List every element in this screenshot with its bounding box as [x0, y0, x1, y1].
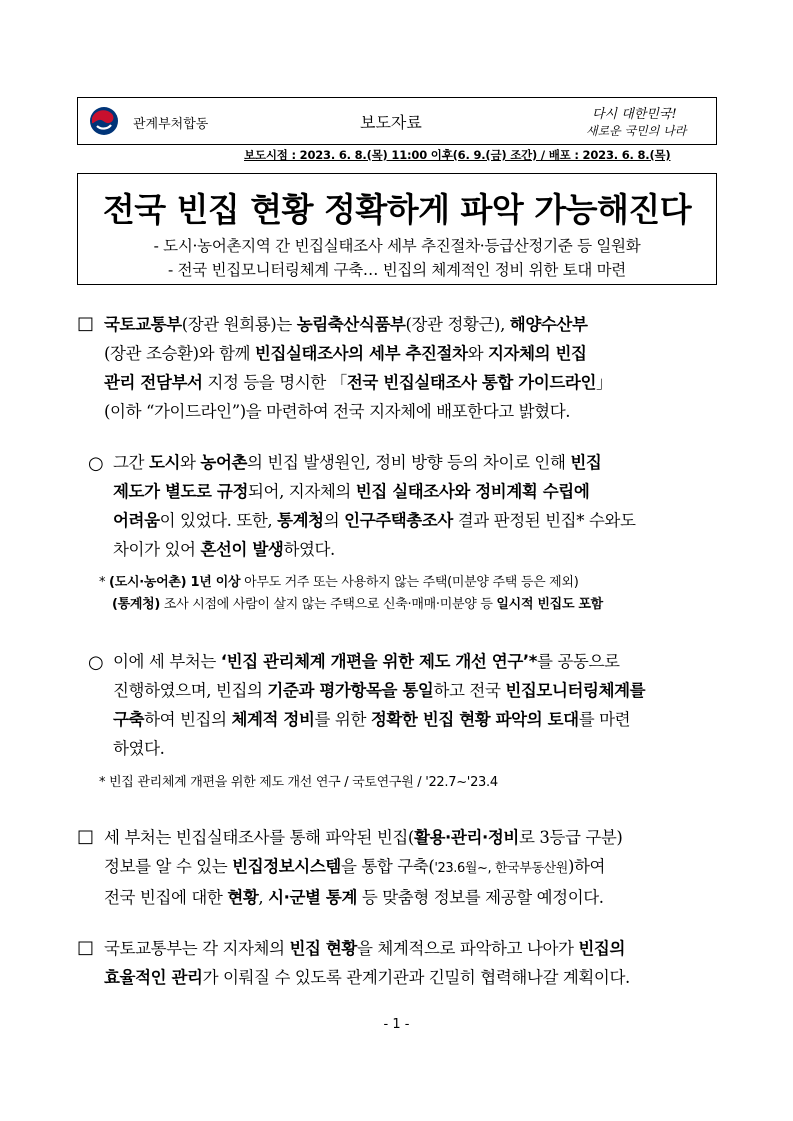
paragraph-5 [104, 934, 630, 992]
slogan-calligraphy [584, 102, 714, 142]
p4-line3: 전국 빈집에 대한 현황, 시·군별 통계 등 맞춤형 정보를 제공할 예정이다. [104, 888, 604, 907]
press-release-label: 보도자료 [360, 113, 422, 132]
p5-line1: 국토교통부는 각 지자체의 빈집 현황을 체계적으로 파악하고 나아가 빈집의 [104, 939, 625, 958]
footnote-2: * 빈집 관리체계 개편을 위한 제도 개선 연구 / 국토연구원 / '22.7~'23.4 [99, 775, 498, 790]
paragraph-1 [104, 310, 612, 426]
svg-text:새로운 국민의 나라: 새로운 국민의 나라 [586, 124, 687, 138]
p1-line2: (장관 조승환)와 함께 빈집실태조사의 세부 추진절차와 지자체의 빈집 [104, 344, 587, 363]
p1-line4: (이하 “가이드라인”)을 마련하여 전국 지자체에 배포한다고 밝혔다. [104, 402, 571, 421]
paragraph-2 [113, 448, 636, 564]
box-bullet: □ [77, 826, 95, 847]
box-bullet: □ [77, 313, 95, 334]
p2-line1: 그간 도시와 농어촌의 빈집 발생원인, 정비 방향 등의 차이로 인해 빈집 [113, 453, 602, 472]
headline: 전국 빈집 현황 정확하게 파악 가능해진다 [102, 190, 692, 229]
box-bullet: □ [77, 937, 95, 958]
p3-line1: 이에 세 부처는 ‘빈집 관리체계 개편을 위한 제도 개선 연구’*를 공동으로 [113, 652, 620, 671]
p3-line3: 구축하여 빈집의 체계적 정비를 위한 정확한 빈집 현황 파악의 토대를 마련 [113, 710, 631, 729]
press-header [77, 97, 717, 145]
paragraph-3 [113, 647, 645, 763]
p1-line1: 국토교통부(장관 원희룡)는 농림축산식품부(장관 정황근), 해양수산부 [104, 315, 588, 334]
circle-bullet: ○ [88, 652, 104, 673]
p1-line3: 관리 전담부서 지정 등을 명시한 「전국 빈집실태조사 통합 가이드라인」 [104, 373, 613, 392]
p4-line1: 세 부처는 빈집실태조사를 통해 파악된 빈집(활용·관리·정비로 3등급 구분) [104, 828, 623, 847]
paragraph-4 [104, 823, 622, 912]
ministry-name: 관계부처합동 [133, 117, 209, 132]
title-box [77, 173, 717, 285]
p4-line2: 정보를 알 수 있는 빈집정보시스템을 통합 구축('23.6월~, 한국부동산원)하여 [104, 857, 606, 876]
p2-line2: 제도가 별도로 규정되어, 지자체의 빈집 실태조사와 정비계획 수립에 [113, 482, 590, 501]
note1-line1: * (도시·농어촌) 1년 이상 아무도 거주 또는 사용하지 않는 주택(미분양 주택 등은 제외) [99, 575, 579, 590]
footnote-1 [99, 572, 603, 616]
government-logo-icon [89, 106, 119, 136]
release-info: 보도시점 : 2023. 6. 8.(목) 11:00 이후(6. 9.(금) 조간) / 배포 : 2023. 6. 8.(목) [244, 148, 671, 162]
subtitle-1: - 도시·농어촌지역 간 빈집실태조사 세부 추진절차·등급산정기준 등 일원화 [153, 237, 641, 255]
p5-line2: 효율적인 관리가 이뤄질 수 있도록 관계기관과 긴밀히 협력해나갈 계획이다. [104, 968, 630, 987]
page-number: - 1 - [383, 1017, 410, 1032]
subtitle-2: - 전국 빈집모니터링체계 구축… 빈집의 체계적인 정비 위한 토대 마련 [168, 261, 626, 279]
p3-line4: 하였다. [113, 739, 165, 758]
svg-text:다시 대한민국!: 다시 대한민국! [592, 107, 677, 122]
p2-line4: 차이가 있어 혼선이 발생하였다. [113, 540, 335, 559]
p3-line2: 진행하였으며, 빈집의 기준과 평가항목을 통일하고 전국 빈집모니터링체계를 [113, 681, 646, 700]
p2-line3: 어려움이 있었다. 또한, 통계청의 인구주택총조사 결과 판정된 빈집* 수와도 [113, 511, 636, 530]
note1-line2: (통계청) 조사 시점에 사람이 살지 않는 주택으로 신축·매매·미분양 등 일시적 빈집도 포함 [112, 597, 603, 612]
circle-bullet: ○ [88, 453, 104, 474]
